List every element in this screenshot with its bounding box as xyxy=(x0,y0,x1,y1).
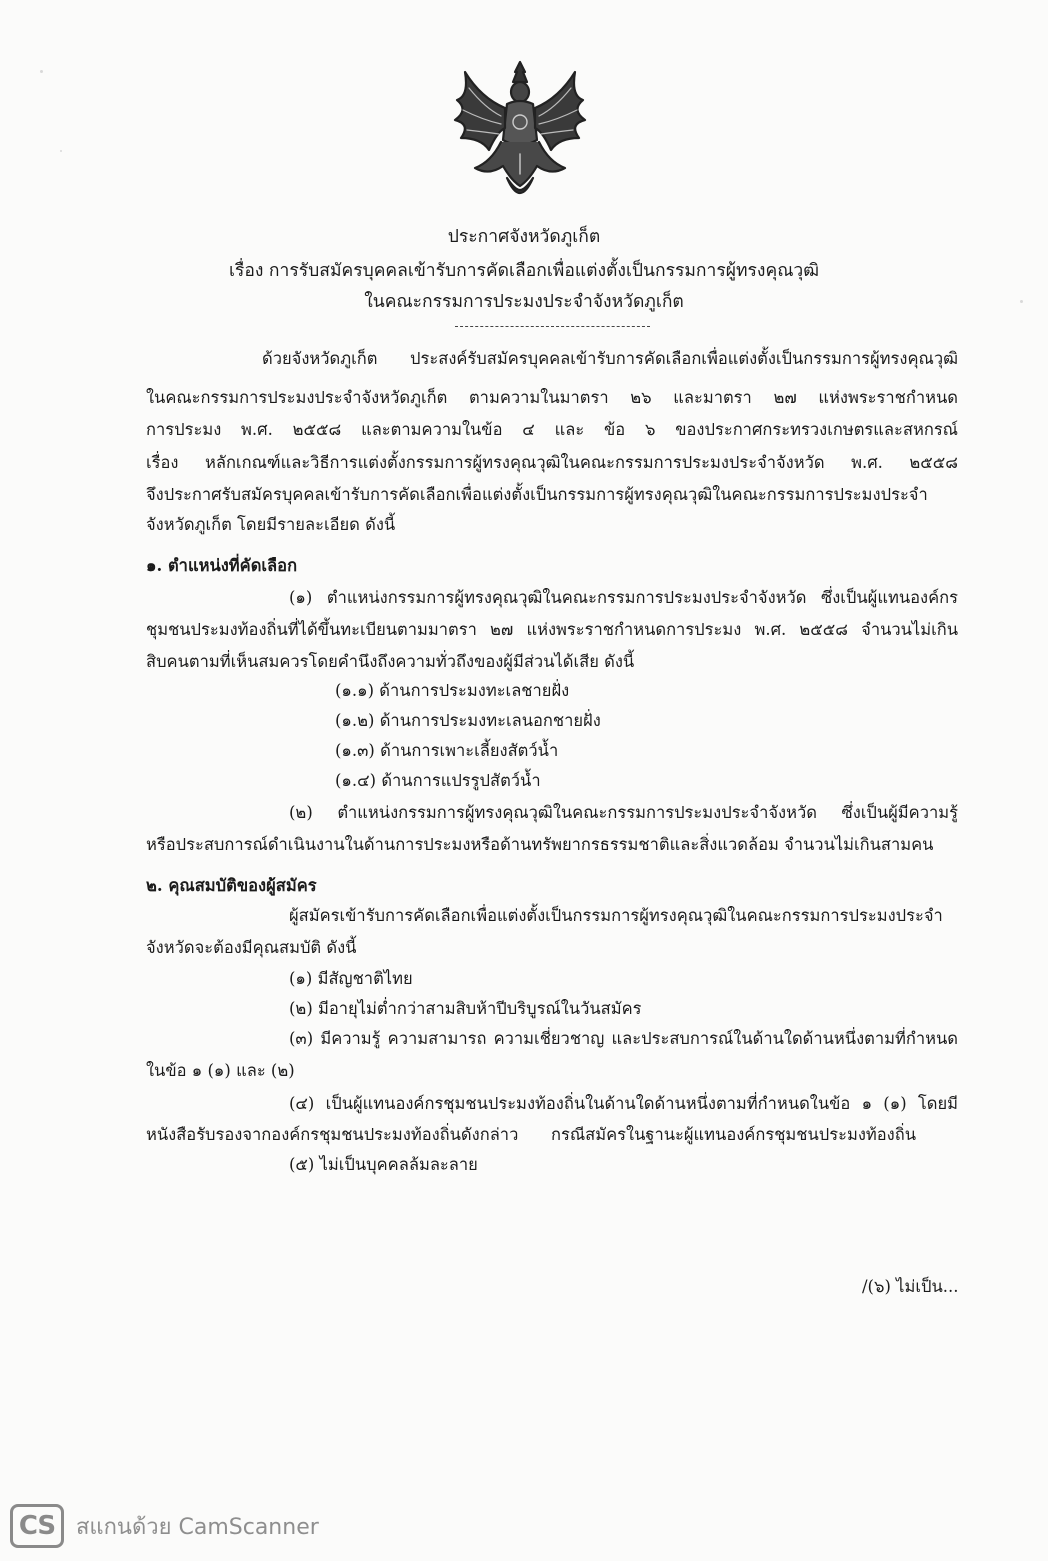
section-1-item-1-line-3: สิบคนตามที่เห็นสมควรโดยคำนึงถึงความทั่วถึงของผู้มีส่วนได้เสีย ดังนี้ xyxy=(146,652,635,671)
qualification-2: (๒) มีอายุไม่ต่ำกว่าสามสิบห้าปีบริบูรณ์ในวันสมัคร xyxy=(289,999,642,1018)
camscanner-watermark xyxy=(10,1497,319,1555)
section-1-item-1-line-1: (๑) ตำแหน่งกรรมการผู้ทรงคุณวุฒิในคณะกรรมการประมงประจำจังหวัด ซึ่งเป็นผู้แทนองค์กร xyxy=(289,588,958,607)
qualification-5: (๕) ไม่เป็นบุคคลล้มละลาย xyxy=(289,1155,478,1174)
section-1-item-1-line-2: ชุมชนประมงท้องถิ่นที่ได้ขึ้นทะเบียนตามมาตรา ๒๗ แห่งพระราชกำหนดการประมง พ.ศ. ๒๕๕๘ จำนวนไม่เกิน xyxy=(146,620,958,639)
section-1-subitem-4: (๑.๔) ด้านการแปรรูปสัตว์น้ำ xyxy=(335,771,541,790)
intro-line-4: เรื่อง หลักเกณฑ์และวิธีการแต่งตั้งกรรมการผู้ทรงคุณวุฒิในคณะกรรมการประมงประจำจังหวัด พ.ศ. ๒๕๕๘ xyxy=(146,453,958,472)
intro-line-1: ด้วยจังหวัดภูเก็ต ประสงค์รับสมัครบุคคลเข้ารับการคัดเลือกเพื่อแต่งตั้งเป็นกรรมการผู้ทรงคุณวุฒิ xyxy=(262,349,958,368)
section-2-intro-line-2: จังหวัดจะต้องมีคุณสมบัติ ดังนี้ xyxy=(146,938,357,957)
continuation-marker: /(๖) ไม่เป็น... xyxy=(862,1277,959,1296)
section-1-item-2-line-2: หรือประสบการณ์ดำเนินงานในด้านการประมงหรือด้านทรัพยากรธรรมชาติและสิ่งแวดล้อม จำนวนไม่เกินสามคน xyxy=(146,835,934,854)
garuda-emblem-icon xyxy=(445,58,595,208)
announcement-subject-continued: ในคณะกรรมการประมงประจำจังหวัดภูเก็ต xyxy=(364,292,684,312)
camscanner-text: สแกนด้วย CamScanner xyxy=(76,1514,319,1540)
header-divider xyxy=(455,326,650,327)
qualification-4-line-1: (๔) เป็นผู้แทนองค์กรชุมชนประมงท้องถิ่นในด้านใดด้านหนึ่งตามที่กำหนดในข้อ ๑ (๑) โดยมี xyxy=(289,1094,958,1113)
scan-speck xyxy=(60,150,62,152)
intro-line-2: ในคณะกรรมการประมงประจำจังหวัดภูเก็ต ตามความในมาตรา ๒๖ และมาตรา ๒๗ แห่งพระราชกำหนด xyxy=(146,388,958,407)
qualification-4-line-2: หนังสือรับรองจากองค์กรชุมชนประมงท้องถิ่นดังกล่าว กรณีสมัครในฐานะผู้แทนองค์กรชุมชนประมงท้องถิ่น xyxy=(146,1125,916,1144)
announcement-subject: เรื่อง การรับสมัครบุคคลเข้ารับการคัดเลือกเพื่อแต่งตั้งเป็นกรรมการผู้ทรงคุณวุฒิ xyxy=(228,261,820,281)
section-1-heading: ๑. ตำแหน่งที่คัดเลือก xyxy=(146,556,298,575)
section-1-subitem-1: (๑.๑) ด้านการประมงทะเลชายฝั่ง xyxy=(335,681,570,700)
intro-line-6: จังหวัดภูเก็ต โดยมีรายละเอียด ดังนี้ xyxy=(146,515,396,534)
section-1-item-2-line-1: (๒) ตำแหน่งกรรมการผู้ทรงคุณวุฒิในคณะกรรมการประมงประจำจังหวัด ซึ่งเป็นผู้มีความรู้ xyxy=(289,803,958,822)
camscanner-logo-icon: CS xyxy=(10,1504,64,1548)
announcement-title: ประกาศจังหวัดภูเก็ต xyxy=(447,227,601,247)
qualification-3-line-1: (๓) มีความรู้ ความสามารถ ความเชี่ยวชาญ และประสบการณ์ในด้านใดด้านหนึ่งตามที่กำหนด xyxy=(289,1029,958,1048)
intro-line-3: การประมง พ.ศ. ๒๕๕๘ และตามความในข้อ ๔ และ ข้อ ๖ ของประกาศกระทรวงเกษตรและสหกรณ์ xyxy=(146,420,958,439)
section-2-heading: ๒. คุณสมบัติของผู้สมัคร xyxy=(146,876,317,895)
intro-line-5: จึงประกาศรับสมัครบุคคลเข้ารับการคัดเลือกเพื่อแต่งตั้งเป็นกรรมการผู้ทรงคุณวุฒิในคณะกรรมการประมงประจำ xyxy=(146,485,928,504)
section-1-subitem-3: (๑.๓) ด้านการเพาะเลี้ยงสัตว์น้ำ xyxy=(335,741,559,760)
section-1-subitem-2: (๑.๒) ด้านการประมงทะเลนอกชายฝั่ง xyxy=(335,711,601,730)
scan-speck xyxy=(1020,300,1023,303)
qualification-1: (๑) มีสัญชาติไทย xyxy=(289,969,413,988)
section-2-intro-line-1: ผู้สมัครเข้ารับการคัดเลือกเพื่อแต่งตั้งเป็นกรรมการผู้ทรงคุณวุฒิในคณะกรรมการประมงประจำ xyxy=(289,906,943,925)
scan-speck xyxy=(40,70,43,73)
qualification-3-line-2: ในข้อ ๑ (๑) และ (๒) xyxy=(146,1061,295,1080)
